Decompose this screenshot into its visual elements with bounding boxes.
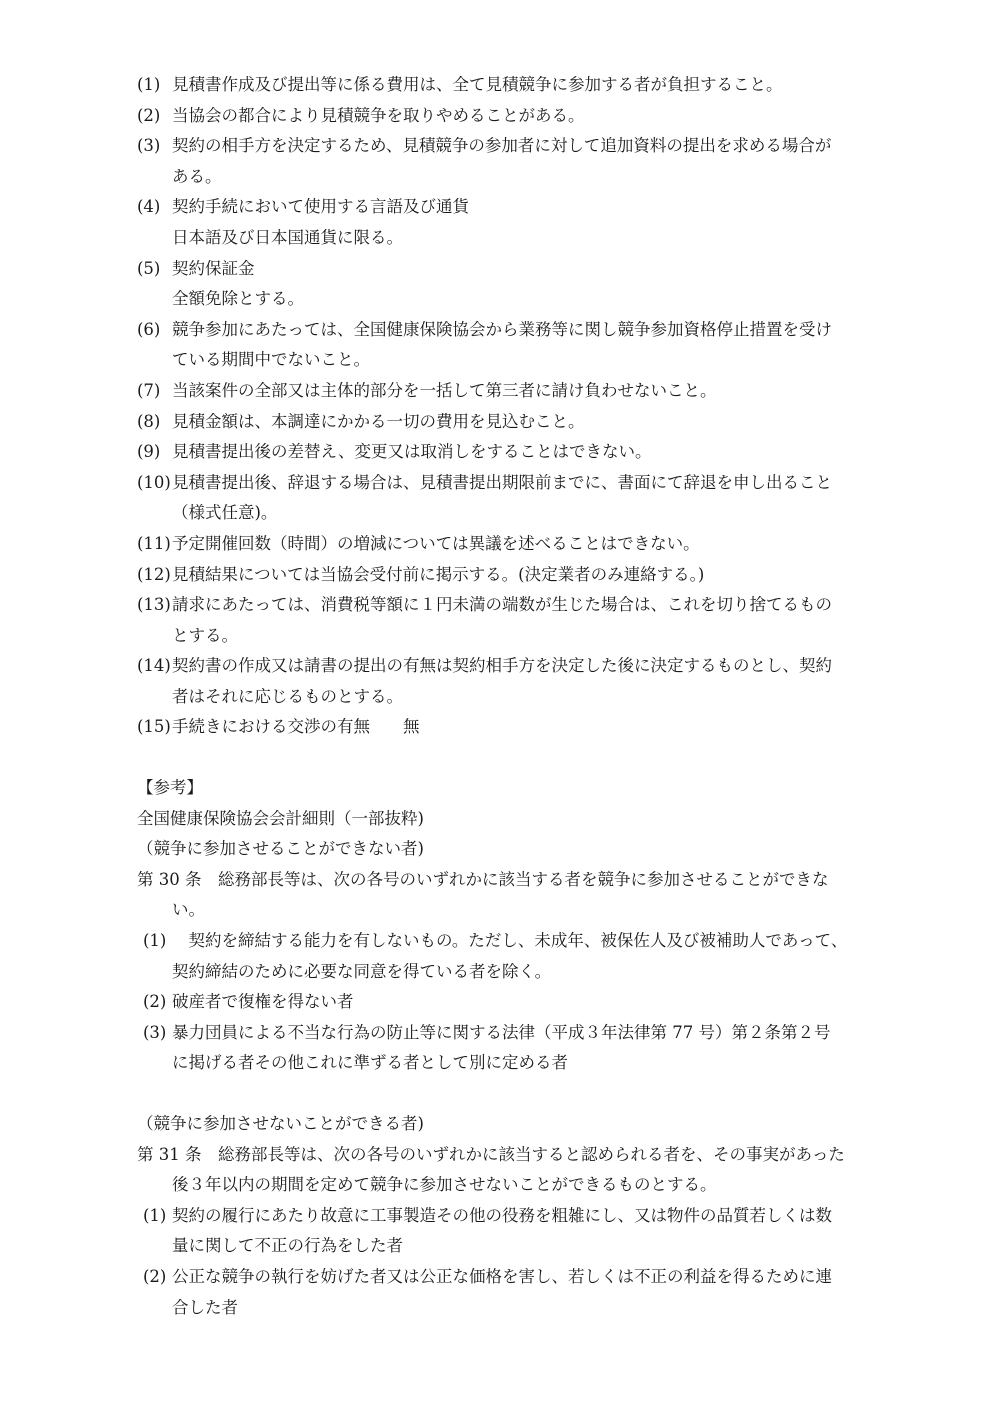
list-item xyxy=(137,1201,887,1232)
list-item xyxy=(137,468,887,499)
list-item xyxy=(137,590,887,621)
item-text: 契約の履行にあたり故意に工事製造その他の役務を粗雑にし、又は物件の品質若しくは数 xyxy=(172,1205,832,1225)
item-continuation: 契約締結のために必要な同意を得ている者を除く。 xyxy=(172,961,552,981)
item-text: 公正な競争の執行を妨げた者又は公正な価格を害し、若しくは不正の利益を得るために連 xyxy=(172,1266,832,1286)
item-text: 契約保証金 xyxy=(172,258,255,278)
item-continuation: 日本語及び日本国通貨に限る。 xyxy=(172,227,403,247)
item-number: (3) xyxy=(137,136,161,156)
item-number: (3) xyxy=(143,1022,167,1042)
item-number: (8) xyxy=(137,411,161,431)
item-text: 契約の相手方を決定するため、見積競争の参加者に対して追加資料の提出を求める場合が xyxy=(172,136,832,156)
list-item xyxy=(137,1262,887,1293)
list-item xyxy=(137,926,887,957)
item-text: 契約手続において使用する言語及び通貨 xyxy=(172,197,469,217)
item-continuation: 量に関して不正の行為をした者 xyxy=(172,1236,403,1256)
item-text: 見積結果については当協会受付前に掲示する。(決定業者のみ連絡する。) xyxy=(172,564,705,584)
item-text: 見積金額は、本調達にかかる一切の費用を見込むこと。 xyxy=(172,411,585,431)
item-text: 当該案件の全部又は主体的部分を一括して第三者に請け負わせないこと。 xyxy=(172,380,717,400)
list-item xyxy=(137,437,887,468)
article-31-continuation: 後３年以内の期間を定めて競争に参加させないことができるものとする。 xyxy=(172,1175,717,1195)
item-number: (14) xyxy=(137,656,171,676)
article-30-text: 第 30 条 総務部長等は、次の各号のいずれかに該当する者を競争に参加させることができな xyxy=(137,869,829,889)
list-item xyxy=(137,987,887,1018)
list-item xyxy=(137,254,887,285)
item-continuation: （様式任意)。 xyxy=(172,503,278,523)
list-item xyxy=(137,70,887,101)
item-continuation: 合した者 xyxy=(172,1297,238,1317)
item-continuation: とする。 xyxy=(172,625,238,645)
document-page xyxy=(137,70,887,1323)
item-text: 見積書提出後の差替え、変更又は取消しをすることはできない。 xyxy=(172,442,652,462)
item-number: (11) xyxy=(137,533,171,553)
item-number: (1) xyxy=(143,1205,167,1225)
list-item xyxy=(137,315,887,346)
item-continuation: ある。 xyxy=(172,166,222,186)
reference-heading: 【参考】 xyxy=(137,778,203,798)
item-number: (6) xyxy=(137,319,161,339)
item-number: (2) xyxy=(143,1266,167,1286)
item-number: (12) xyxy=(137,564,171,584)
item-continuation: 全額免除とする。 xyxy=(172,289,304,309)
item-text: 契約書の作成又は請書の提出の有無は契約相手方を決定した後に決定するものとし、契約 xyxy=(172,656,832,676)
item-text: 暴力団員による不当な行為の防止等に関する法律（平成３年法律第 77 号）第２条第２号 xyxy=(172,1022,831,1042)
item-continuation: ている期間中でないこと。 xyxy=(172,350,370,370)
list-item xyxy=(137,529,887,560)
item-text: 請求にあたっては、消費税等額に１円未満の端数が生じた場合は、これを切り捨てるもの xyxy=(172,595,832,615)
item-number: (1) xyxy=(137,75,161,94)
item-number: (1) xyxy=(143,931,167,951)
article-31-text: 第 31 条 総務部長等は、次の各号のいずれかに該当すると認められる者を、その事実があった xyxy=(137,1144,845,1164)
list-item xyxy=(137,651,887,682)
list-item xyxy=(137,131,887,162)
item-text: 予定開催回数（時間）の増減については異議を述べることはできない。 xyxy=(172,533,700,553)
list-item xyxy=(137,1018,887,1049)
item-text: 手続きにおける交渉の有無 無 xyxy=(172,717,420,737)
item-text: 当協会の都合により見積競争を取りやめることがある。 xyxy=(172,105,585,125)
item-number: (7) xyxy=(137,380,161,400)
item-number: (9) xyxy=(137,442,161,462)
item-text: 見積書作成及び提出等に係る費用は、全て見積競争に参加する者が負担すること。 xyxy=(172,75,783,94)
item-number: (15) xyxy=(137,717,171,737)
item-continuation: 者はそれに応じるものとする。 xyxy=(172,686,403,706)
item-text: 見積書提出後、辞退する場合は、見積書提出期限前までに、書面にて辞退を申し出ること xyxy=(172,472,832,492)
conditions-list xyxy=(137,70,887,743)
article-31-caption: （競争に参加させないことができる者) xyxy=(137,1114,424,1133)
item-number: (2) xyxy=(143,992,167,1012)
list-item xyxy=(137,192,887,223)
list-item xyxy=(137,101,887,132)
item-text: 契約を締結する能力を有しないもの。ただし、未成年、被保佐人及び被補助人であって、 xyxy=(172,931,848,951)
list-item xyxy=(137,376,887,407)
item-text: 競争参加にあたっては、全国健康保険協会から業務等に関し競争参加資格停止措置を受け xyxy=(172,319,832,339)
article-30-caption: （競争に参加させることができない者) xyxy=(137,839,424,859)
item-number: (4) xyxy=(137,197,161,217)
item-text: 破産者で復権を得ない者 xyxy=(172,992,354,1012)
item-number: (13) xyxy=(137,595,171,615)
reference-section xyxy=(137,773,887,1323)
item-continuation: に掲げる者その他これに準ずる者として別に定める者 xyxy=(172,1053,568,1073)
list-item xyxy=(137,407,887,438)
item-number: (5) xyxy=(137,258,161,278)
article-30-continuation: い。 xyxy=(172,900,205,920)
list-item xyxy=(137,712,887,743)
item-number: (2) xyxy=(137,105,161,125)
item-number: (10) xyxy=(137,472,171,492)
reference-source: 全国健康保険協会会計細則（一部抜粋) xyxy=(137,808,424,828)
list-item xyxy=(137,560,887,591)
